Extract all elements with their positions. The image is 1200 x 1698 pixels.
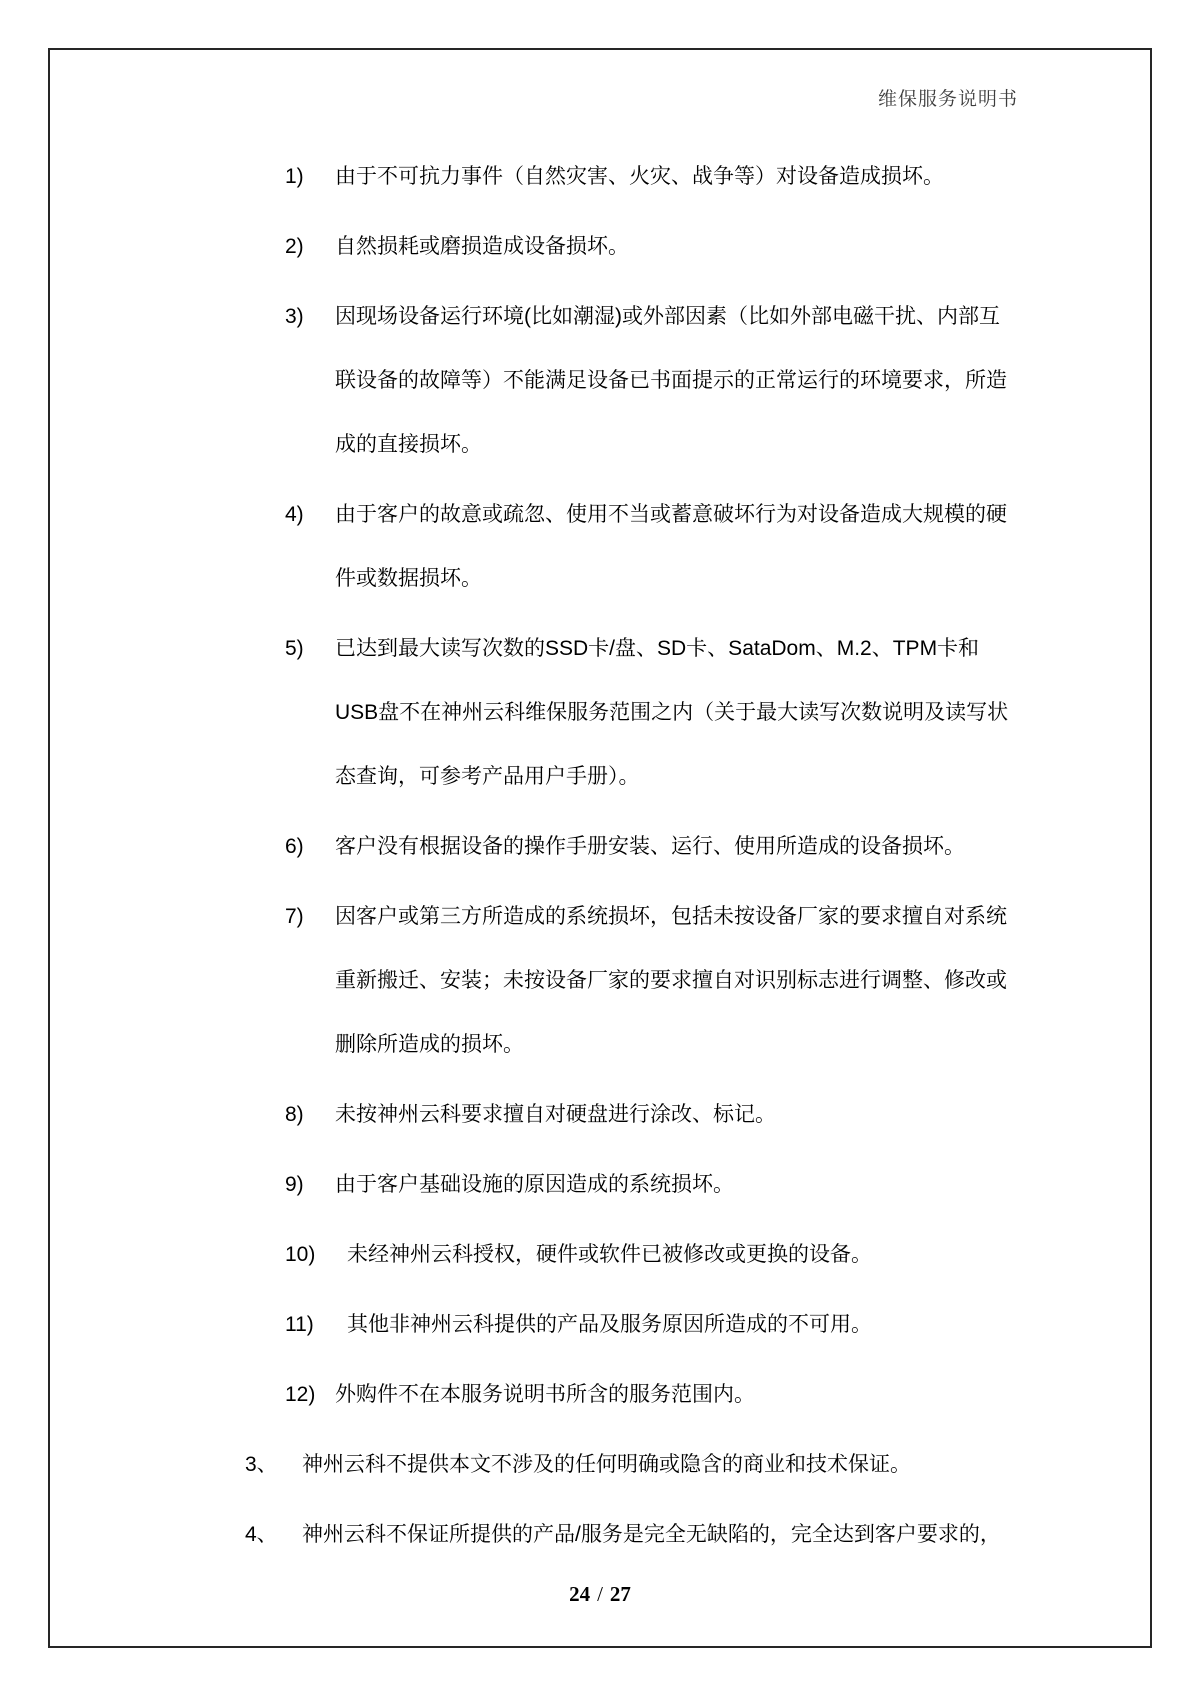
document-body xyxy=(0,145,1200,1573)
list-item xyxy=(0,483,1200,611)
list-item xyxy=(0,815,1200,879)
list-item xyxy=(0,617,1200,809)
list-item-text: 因客户或第三方所造成的系统损坏，包括未按设备厂家的要求擅自对系统重新搬迁、安装；未按设备厂家的要求擅自对识别标志进行调整、修改或删除所造成的损坏。 xyxy=(335,905,1007,1056)
list-item-number: 7) xyxy=(285,905,304,928)
list-item xyxy=(0,1363,1200,1427)
list-item-text: 其他非神州云科提供的产品及服务原因所造成的不可用。 xyxy=(347,1313,872,1336)
page-number-total: 27 xyxy=(609,1582,631,1606)
list-item-text: 神州云科不保证所提供的产品/服务是完全无缺陷的，完全达到客户要求的， xyxy=(302,1523,1001,1546)
list-item-text: 已达到最大读写次数的SSD卡/盘、SD卡、SataDom、M.2、TPM卡和USB盘不在神州云科维保服务范围之内（关于最大读写次数说明及读写状态查询，可参考产品用户手册）。 xyxy=(335,637,1009,788)
list-item-number: 8) xyxy=(285,1103,304,1126)
list-item-number: 4、 xyxy=(245,1523,278,1546)
page-number xyxy=(0,1582,1200,1607)
list-item-text: 未经神州云科授权，硬件或软件已被修改或更换的设备。 xyxy=(347,1243,872,1266)
list-item-text: 外购件不在本服务说明书所含的服务范围内。 xyxy=(335,1383,755,1406)
list-item-number: 4) xyxy=(285,503,304,526)
list-item xyxy=(0,145,1200,209)
page-number-current: 24 xyxy=(569,1582,591,1606)
list-item-text: 未按神州云科要求擅自对硬盘进行涂改、标记。 xyxy=(335,1103,776,1126)
list-item-text: 由于客户的故意或疏忽、使用不当或蓄意破坏行为对设备造成大规模的硬件或数据损坏。 xyxy=(335,503,1007,590)
list-item-number: 3、 xyxy=(245,1453,278,1476)
list-item xyxy=(0,885,1200,1077)
list-item-text: 因现场设备运行环境(比如潮湿)或外部因素（比如外部电磁干扰、内部互联设备的故障等）不能满足设备已书面提示的正常运行的环境要求，所造成的直接损坏。 xyxy=(335,305,1007,456)
list-item-text: 由于客户基础设施的原因造成的系统损坏。 xyxy=(335,1173,734,1196)
list-item-number: 1) xyxy=(285,165,304,188)
page-number-separator: / xyxy=(597,1582,603,1606)
list-item xyxy=(0,1433,1200,1497)
list-item xyxy=(0,1153,1200,1217)
list-item-number: 11) xyxy=(285,1313,314,1336)
list-item-text: 神州云科不提供本文不涉及的任何明确或隐含的商业和技术保证。 xyxy=(302,1453,911,1476)
list-item-number: 3) xyxy=(285,305,304,328)
list-item-number: 9) xyxy=(285,1173,304,1196)
list-item-text: 由于不可抗力事件（自然灾害、火灾、战争等）对设备造成损坏。 xyxy=(335,165,944,188)
list-item-number: 12) xyxy=(285,1383,316,1406)
list-item-text: 客户没有根据设备的操作手册安装、运行、使用所造成的设备损坏。 xyxy=(335,835,965,858)
list-item-number: 10) xyxy=(285,1243,316,1266)
list-item-number: 5) xyxy=(285,637,304,660)
list-item-text: 自然损耗或磨损造成设备损坏。 xyxy=(335,235,629,258)
list-item-number: 6) xyxy=(285,835,304,858)
list-item xyxy=(0,1293,1200,1357)
page-header-title: 维保服务说明书 xyxy=(877,89,1018,110)
list-item xyxy=(0,285,1200,477)
list-item xyxy=(0,1223,1200,1287)
list-item-number: 2) xyxy=(285,235,304,258)
list-item xyxy=(0,215,1200,279)
list-item xyxy=(0,1503,1200,1567)
list-item xyxy=(0,1083,1200,1147)
